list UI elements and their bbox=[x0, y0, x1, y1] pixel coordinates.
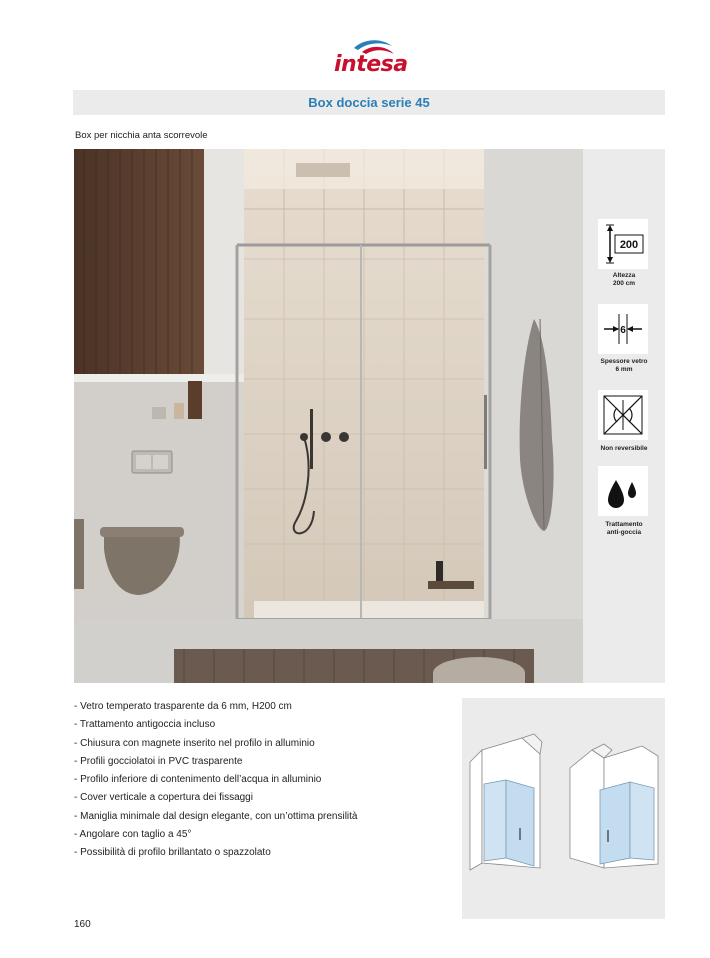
list-item: - Trattamento antigoccia incluso bbox=[74, 719, 216, 731]
anti-drop-label-line1: Trattamento bbox=[605, 521, 643, 528]
height-label bbox=[583, 272, 665, 288]
shower-scene-illustration bbox=[74, 149, 583, 683]
anti-drop-label-line2: anti-goccia bbox=[606, 529, 642, 536]
anti-drop-label bbox=[583, 521, 665, 537]
page-title: Box doccia serie 45 bbox=[308, 95, 430, 110]
list-item: - Chiusura con magnete inserito nel profilo in alluminio bbox=[74, 737, 315, 749]
list-item: - Profili gocciolatoi in PVC trasparente bbox=[74, 755, 243, 767]
thickness-value: 6 bbox=[620, 325, 626, 336]
list-item: - Vetro temperato trasparente da 6 mm, H200 cm bbox=[74, 701, 292, 712]
title-bar bbox=[73, 90, 665, 115]
brand-logo bbox=[326, 36, 416, 82]
glass-thickness-6-icon bbox=[598, 304, 648, 354]
thickness-label-line1: Spessore vetro bbox=[600, 358, 648, 365]
subtitle: Box per nicchia anta scorrevole bbox=[75, 130, 208, 141]
technical-diagram bbox=[462, 698, 665, 919]
thickness-label-line2: 6 mm bbox=[615, 366, 633, 373]
shower-layout-diagram bbox=[462, 698, 665, 919]
height-value: 200 bbox=[619, 239, 639, 251]
list-item: - Angolare con taglio a 45° bbox=[74, 829, 192, 841]
list-item: - Cover verticale a copertura dei fissaggi bbox=[74, 792, 253, 804]
feature-list bbox=[74, 698, 454, 863]
not-reversible-label-line1: Non reversibile bbox=[600, 445, 648, 452]
height-label-line1: Altezza bbox=[612, 272, 636, 279]
list-item: - Possibilità di profilo brillantato o spazzolato bbox=[74, 847, 271, 859]
not-reversible-label bbox=[583, 445, 665, 453]
list-item: - Profilo inferiore di contenimento dell’acqua in alluminio bbox=[74, 774, 322, 786]
height-label-line2: 200 cm bbox=[612, 280, 636, 287]
page-number: 160 bbox=[74, 919, 91, 930]
brand-name: intesa bbox=[334, 52, 408, 77]
not-reversible-icon bbox=[598, 390, 648, 440]
features-panel bbox=[583, 149, 665, 683]
height-200-icon bbox=[598, 219, 648, 269]
list-item: - Maniglia minimale dal design elegante, con un’ottima prensilità bbox=[74, 810, 358, 822]
thickness-label bbox=[583, 358, 665, 374]
product-photo bbox=[74, 149, 583, 683]
anti-drop-treatment-icon bbox=[598, 466, 648, 516]
